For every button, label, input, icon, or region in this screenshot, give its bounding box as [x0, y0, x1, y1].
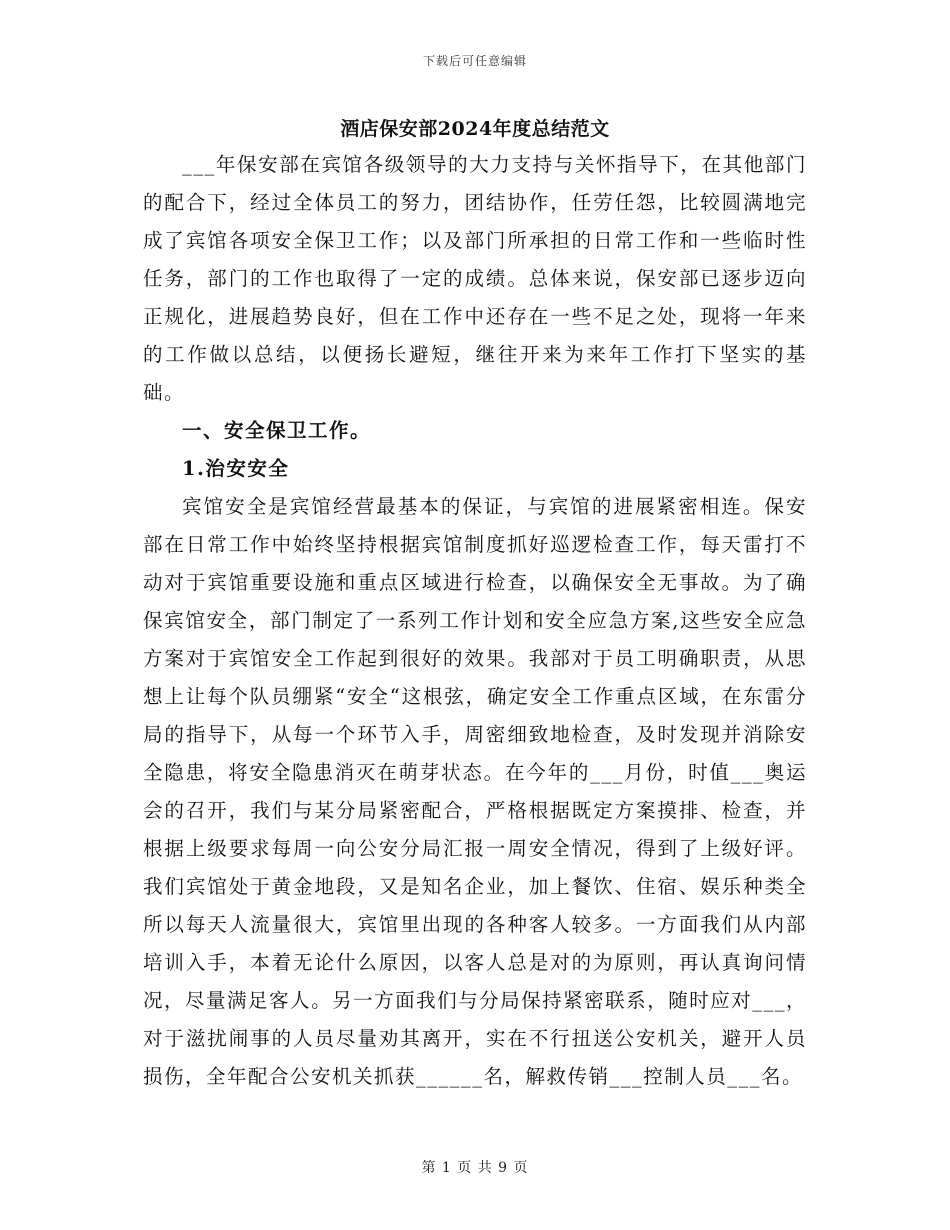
document-title: 酒店保安部2024年度总结范文 — [340, 118, 610, 140]
page-number-footer: 第 1 页 共 9 页 — [421, 1160, 529, 1176]
section-heading: 一、安全保卫工作。 — [182, 419, 372, 442]
page-header-note: 下载后可任意编辑 — [422, 54, 527, 68]
intro-paragraph: ___年保安部在宾馆各级领导的大力支持与关怀指导下，在其他部门的配合下，经过全体员工的努力，团结协作，任劳任怨，比较圆满地完成了宾馆各项安全保卫工作；以及部门所承担的日常工作和一些临时性任务，部门的工作也取得了一定的成绩。总体来说，保安部已逐步迈向正规化，进展趋势良好，但在工作中还存在一些不足之处，现将一年来的工作做以总结，以便扬长避短，继往开来为来年工作打下坚实的基础。 — [143, 153, 807, 404]
document-body — [143, 146, 807, 1096]
security-paragraph: 宾馆安全是宾馆经营最基本的保证，与宾馆的进展紧密相连。保安部在日常工作中始终坚持根据宾馆制度抓好巡逻检查工作，每天雷打不动对于宾馆重要设施和重点区域进行检查，以确保安全无事故。为了确保宾馆安全，部门制定了一系列工作计划和安全应急方案,这些安全应急方案对于宾馆安全工作起到很好的效果。我部对于员工明确职责，从思想上让每个队员绷紧“安全“这根弦，确定安全工作重点区域，在东雷分局的指导下，从每一个环节入手，周密细致地检查，及时发现并消除安全隐患，将安全隐患消灭在萌芽状态。在今年的___月份，时值___奥运会的召开，我们与某分局紧密配合，严格根据既定方案摸排、检查，并根据上级要求每周一向公安分局汇报一周安全情况，得到了上级好评。我们宾馆处于黄金地段，又是知名企业，加上餐饮、住宿、娱乐种类全所以每天人流量很大，宾馆里出现的各种客人较多。一方面我们从内部培训入手，本着无论什么原因，以客人总是对的为原则，再认真询问情况，尽量满足客人。另一方面我们与分局保持紧密联系，随时应对___，对于滋扰闹事的人员尽量劝其离开，实在不行扭送公安机关，避开人员损伤，全年配合公安机关抓获______名，解救传销___控制人员___名。 — [143, 495, 807, 1088]
subsection-heading: 1.治安安全 — [182, 457, 290, 480]
